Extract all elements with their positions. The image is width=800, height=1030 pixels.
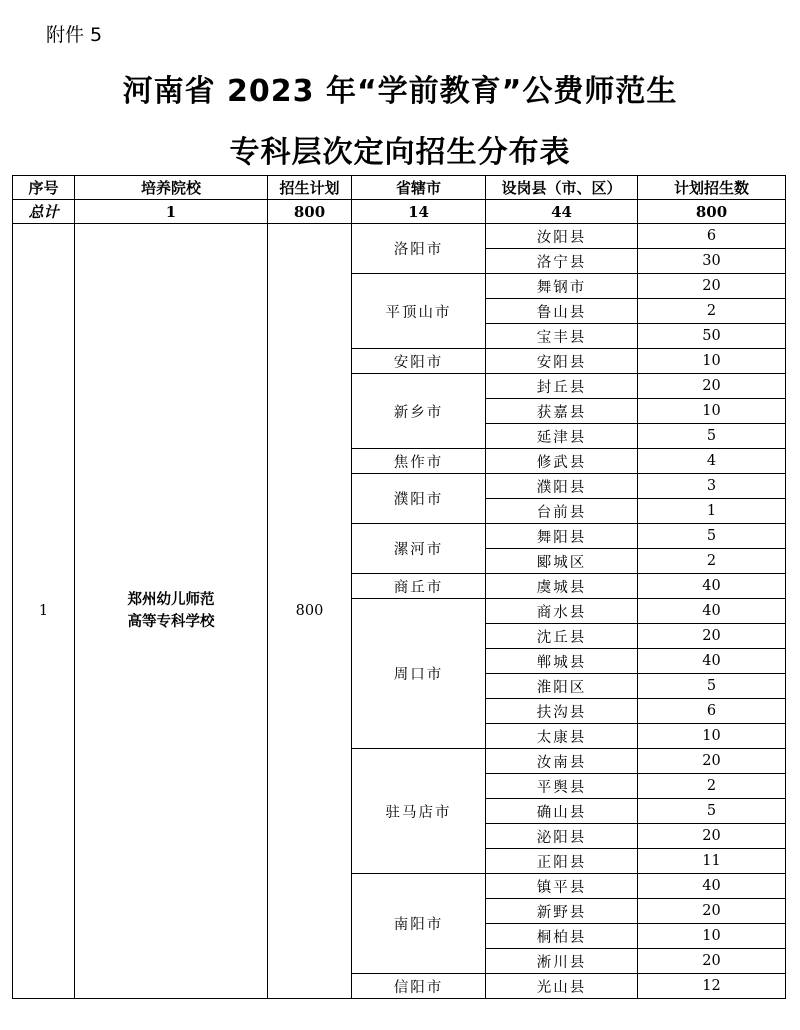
planned-count: 11 xyxy=(638,849,786,874)
planned-count: 2 xyxy=(638,299,786,324)
city-name: 南阳市 xyxy=(352,874,486,974)
city-name: 驻马店市 xyxy=(352,749,486,874)
planned-count: 30 xyxy=(638,249,786,274)
county-name: 郸城县 xyxy=(486,649,638,674)
county-name: 光山县 xyxy=(486,974,638,999)
county-name: 汝阳县 xyxy=(486,224,638,249)
planned-count: 5 xyxy=(638,799,786,824)
planned-count: 5 xyxy=(638,424,786,449)
county-name: 濮阳县 xyxy=(486,474,638,499)
county-name: 洛宁县 xyxy=(486,249,638,274)
planned-count: 3 xyxy=(638,474,786,499)
city-name: 洛阳市 xyxy=(352,224,486,274)
city-name: 新乡市 xyxy=(352,374,486,449)
county-name: 安阳县 xyxy=(486,349,638,374)
planned-count: 40 xyxy=(638,649,786,674)
enrollment-distribution-table xyxy=(12,175,786,999)
county-name: 淅川县 xyxy=(486,949,638,974)
header-plan: 招生计划 xyxy=(268,176,352,200)
totals-plan: 800 xyxy=(268,200,352,224)
county-name: 舞钢市 xyxy=(486,274,638,299)
planned-count: 10 xyxy=(638,399,786,424)
totals-row xyxy=(13,200,786,224)
city-name: 信阳市 xyxy=(352,974,486,999)
county-name: 平舆县 xyxy=(486,774,638,799)
city-name: 漯河市 xyxy=(352,524,486,574)
header-city: 省辖市 xyxy=(352,176,486,200)
planned-count: 1 xyxy=(638,499,786,524)
header-school: 培养院校 xyxy=(75,176,268,200)
county-name: 封丘县 xyxy=(486,374,638,399)
attachment-label: 附件 5 xyxy=(46,24,103,46)
totals-count: 800 xyxy=(638,200,786,224)
city-name: 安阳市 xyxy=(352,349,486,374)
county-name: 台前县 xyxy=(486,499,638,524)
planned-count: 5 xyxy=(638,524,786,549)
county-name: 宝丰县 xyxy=(486,324,638,349)
planned-count: 20 xyxy=(638,824,786,849)
planned-count: 12 xyxy=(638,974,786,999)
totals-school: 1 xyxy=(75,200,268,224)
county-name: 鲁山县 xyxy=(486,299,638,324)
planned-count: 20 xyxy=(638,274,786,299)
planned-count: 10 xyxy=(638,724,786,749)
header-count: 计划招生数 xyxy=(638,176,786,200)
row-seq: 1 xyxy=(13,224,75,999)
city-name: 濮阳市 xyxy=(352,474,486,524)
city-name: 周口市 xyxy=(352,599,486,749)
county-name: 商水县 xyxy=(486,599,638,624)
header-seq: 序号 xyxy=(13,176,75,200)
planned-count: 10 xyxy=(638,349,786,374)
county-name: 舞阳县 xyxy=(486,524,638,549)
city-name: 焦作市 xyxy=(352,449,486,474)
totals-city: 14 xyxy=(352,200,486,224)
county-name: 虞城县 xyxy=(486,574,638,599)
county-name: 汝南县 xyxy=(486,749,638,774)
planned-count: 20 xyxy=(638,624,786,649)
planned-count: 6 xyxy=(638,699,786,724)
county-name: 泌阳县 xyxy=(486,824,638,849)
county-name: 正阳县 xyxy=(486,849,638,874)
county-name: 淮阳区 xyxy=(486,674,638,699)
planned-count: 6 xyxy=(638,224,786,249)
table-header-row xyxy=(13,176,786,200)
planned-count: 40 xyxy=(638,574,786,599)
county-name: 镇平县 xyxy=(486,874,638,899)
planned-count: 20 xyxy=(638,949,786,974)
county-name: 确山县 xyxy=(486,799,638,824)
county-name: 扶沟县 xyxy=(486,699,638,724)
header-county: 设岗县（市、区） xyxy=(486,176,638,200)
planned-count: 40 xyxy=(638,874,786,899)
county-name: 新野县 xyxy=(486,899,638,924)
document-title-line1: 河南省 2023 年“学前教育”公费师范生 xyxy=(122,74,678,109)
planned-count: 5 xyxy=(638,674,786,699)
planned-count: 50 xyxy=(638,324,786,349)
planned-count: 2 xyxy=(638,549,786,574)
county-name: 郾城区 xyxy=(486,549,638,574)
totals-county: 44 xyxy=(486,200,638,224)
table-row xyxy=(13,224,786,249)
document-title-line2: 专科层次定向招生分布表 xyxy=(229,135,571,170)
county-name: 修武县 xyxy=(486,449,638,474)
planned-count: 40 xyxy=(638,599,786,624)
planned-count: 20 xyxy=(638,749,786,774)
planned-count: 10 xyxy=(638,924,786,949)
county-name: 延津县 xyxy=(486,424,638,449)
planned-count: 2 xyxy=(638,774,786,799)
planned-count: 4 xyxy=(638,449,786,474)
county-name: 桐柏县 xyxy=(486,924,638,949)
city-name: 平顶山市 xyxy=(352,274,486,349)
school-name: 郑州幼儿师范 高等专科学校 xyxy=(75,224,268,999)
county-name: 获嘉县 xyxy=(486,399,638,424)
city-name: 商丘市 xyxy=(352,574,486,599)
enrollment-plan: 800 xyxy=(268,224,352,999)
county-name: 沈丘县 xyxy=(486,624,638,649)
county-name: 太康县 xyxy=(486,724,638,749)
planned-count: 20 xyxy=(638,374,786,399)
planned-count: 20 xyxy=(638,899,786,924)
totals-label: 总计 xyxy=(13,200,75,224)
